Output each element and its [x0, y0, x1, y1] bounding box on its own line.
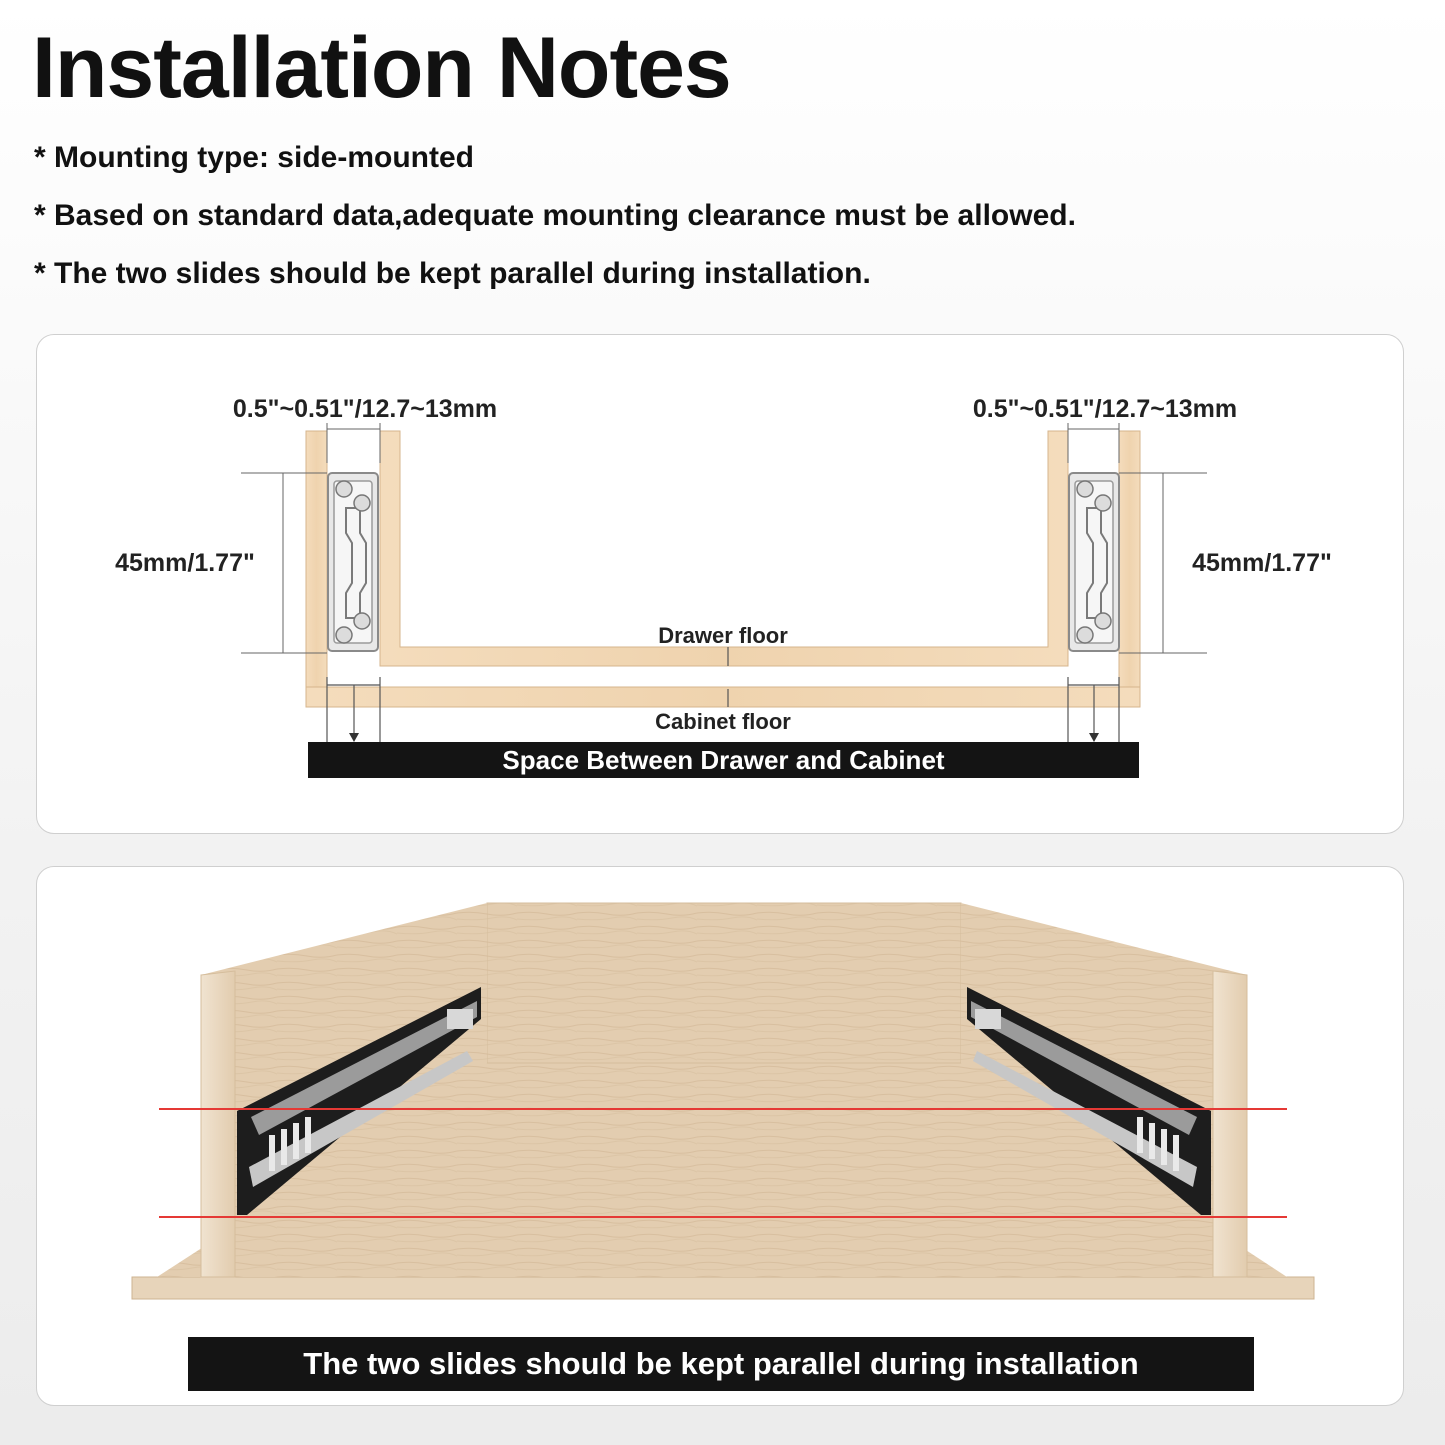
cabinet-floor-label: Cabinet floor: [655, 709, 791, 734]
diagram-panel: [36, 334, 1404, 834]
cabinet-wall-left: [306, 431, 327, 707]
cabinet-wall-right: [1119, 431, 1140, 707]
note-parallel: * The two slides should be kept parallel during installation.: [34, 257, 871, 290]
space-banner: Space Between Drawer and Cabinet: [308, 742, 1139, 778]
drawer-illustration: [37, 867, 1403, 1405]
page-title: Installation Notes: [32, 20, 731, 116]
clearance-dimension-lines: [327, 423, 1119, 463]
drawer-floor-label: Drawer floor: [658, 623, 788, 648]
note-clearance: * Based on standard data,adequate mounting clearance must be allowed.: [34, 199, 1076, 232]
clearance-label-left: 0.5"~0.51"/12.7~13mm: [232, 395, 498, 423]
illustration-panel: [36, 866, 1404, 1406]
slide-right: [1069, 473, 1119, 651]
clearance-label-right: 0.5"~0.51"/12.7~13mm: [972, 395, 1238, 423]
note-mounting-type: * Mounting type: side-mounted: [34, 141, 474, 174]
parallel-banner: The two slides should be kept parallel during installation: [188, 1337, 1254, 1391]
drawer-bottom: [132, 1277, 1314, 1299]
drawer-back-wall: [487, 903, 961, 1063]
height-label-left: 45mm/1.77": [115, 549, 255, 577]
height-label-right: 45mm/1.77": [1192, 549, 1332, 577]
notes-list: [34, 138, 1076, 312]
slide-left: [328, 473, 378, 651]
cabinet-floor: [306, 687, 1140, 707]
